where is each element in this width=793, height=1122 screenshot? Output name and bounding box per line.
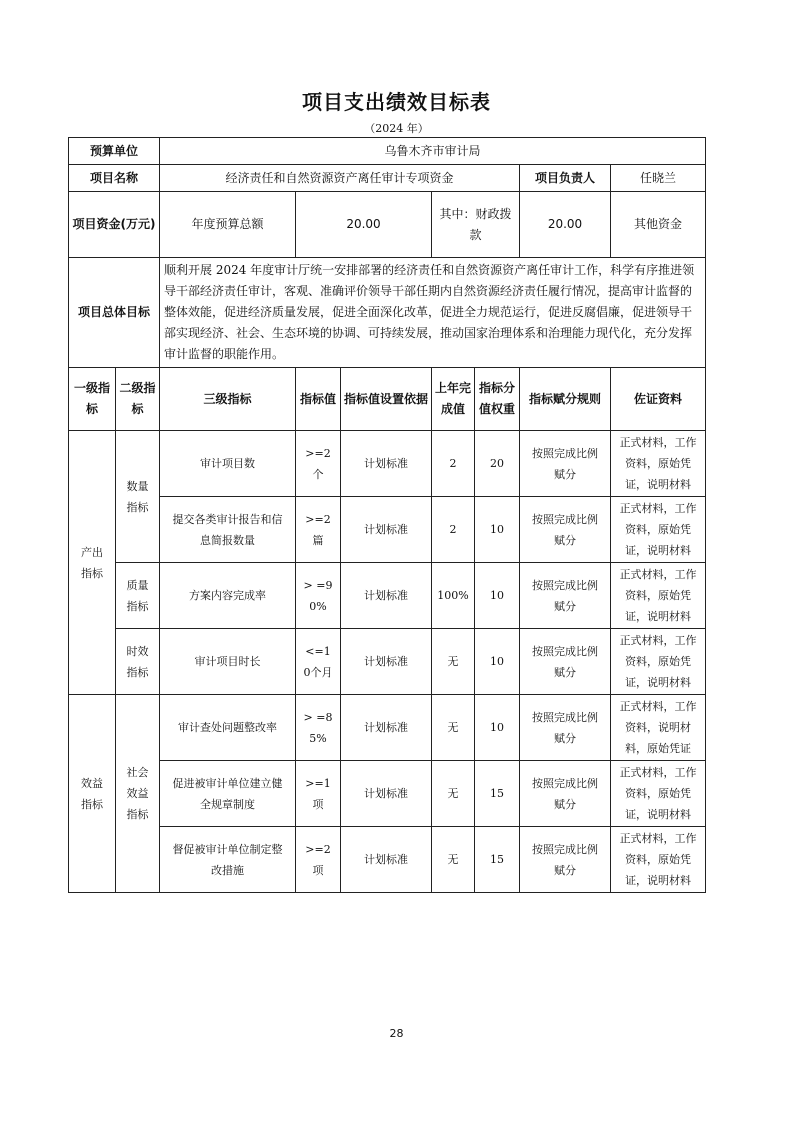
project-funds-label: 项目资金(万元) [69,192,160,258]
annual-total-value: 20.00 [296,192,432,258]
rule-cell: 按照完成比例赋分 [520,497,611,563]
value-cell: > =85% [296,695,341,761]
last-year-cell: 2 [432,431,475,497]
basis-cell: 计划标准 [341,629,432,695]
weight-cell: 15 [475,761,520,827]
rule-cell: 按照完成比例赋分 [520,761,611,827]
value-cell: > =90% [296,563,341,629]
performance-table [68,137,706,893]
level1-cell: 产出指标 [69,431,116,695]
page-title: 项目支出绩效目标表 [302,90,491,114]
project-leader-label: 项目负责人 [520,165,611,192]
year-label: （2024 年） [364,122,429,135]
overall-goal-text: 顺利开展 2024 年度审计厅统一安排部署的经济责任和自然资源资产离任审计工作，科学有序推进领导干部经济责任审计，客观、准确评价领导干部任期内自然资源经济责任履行情况，提高审计监督的整体效能，促进经济质量发展，促进全面深化改革，促进全力规范运行，促进反腐倡廉，促进领导干部实现经济、社会、生态环境的协调、可持续发展，推动国家治理体系和治理能力现代化，充分发挥审计监督的职能作用。 [160,258,706,368]
weight-cell: 10 [475,695,520,761]
table-row [69,563,706,629]
evidence-cell: 正式材料，工作资料，原始凭证，说明材料 [611,497,706,563]
rule-cell: 按照完成比例赋分 [520,563,611,629]
evidence-cell: 正式材料，工作资料，原始凭证，说明材料 [611,629,706,695]
basis-cell: 计划标准 [341,695,432,761]
level3-cell: 促进被审计单位建立健全规章制度 [160,761,296,827]
page-number: 28 [389,1027,404,1040]
evidence-cell: 正式材料，工作资料，说明材料，原始凭证 [611,695,706,761]
last-year-cell: 无 [432,827,475,893]
rule-cell: 按照完成比例赋分 [520,695,611,761]
table-row [69,629,706,695]
level1-header: 一级指标 [69,368,116,431]
evidence-cell: 正式材料，工作资料，原始凭证，说明材料 [611,761,706,827]
value-cell: >=1项 [296,761,341,827]
rule-cell: 按照完成比例赋分 [520,431,611,497]
project-name-label: 项目名称 [69,165,160,192]
level1-cell: 效益指标 [69,695,116,893]
last-year-cell: 2 [432,497,475,563]
annual-total-label: 年度预算总额 [160,192,296,258]
basis-header: 指标值设置依据 [341,368,432,431]
weight-cell: 10 [475,563,520,629]
fiscal-label: 其中：财政拨款 [432,192,520,258]
project-name-value: 经济责任和自然资源资产离任审计专项资金 [160,165,520,192]
value-cell: >=2项 [296,827,341,893]
table-row [69,695,706,761]
value-cell: >=2个 [296,431,341,497]
last-year-cell: 无 [432,761,475,827]
level3-cell: 督促被审计单位制定整改措施 [160,827,296,893]
evidence-cell: 正式材料，工作资料，原始凭证，说明材料 [611,827,706,893]
level2-cell: 社会效益指标 [116,695,160,893]
table-row [69,497,706,563]
rule-cell: 按照完成比例赋分 [520,827,611,893]
project-leader-value: 任晓兰 [611,165,706,192]
rule-cell: 按照完成比例赋分 [520,629,611,695]
basis-cell: 计划标准 [341,431,432,497]
level3-cell: 提交各类审计报告和信息简报数量 [160,497,296,563]
basis-cell: 计划标准 [341,827,432,893]
evidence-header: 佐证资料 [611,368,706,431]
weight-cell: 10 [475,497,520,563]
rule-header: 指标赋分规则 [520,368,611,431]
basis-cell: 计划标准 [341,563,432,629]
level2-cell: 质量指标 [116,563,160,629]
level3-header: 三级指标 [160,368,296,431]
last-year-cell: 100% [432,563,475,629]
overall-goal-label: 项目总体目标 [69,258,160,368]
level2-cell: 数量指标 [116,431,160,563]
table-row [69,761,706,827]
value-cell: <=10个月 [296,629,341,695]
level3-cell: 方案内容完成率 [160,563,296,629]
last-year-cell: 无 [432,695,475,761]
level2-header: 二级指标 [116,368,160,431]
table-row [69,827,706,893]
weight-cell: 15 [475,827,520,893]
level2-cell: 时效指标 [116,629,160,695]
budget-unit-value: 乌鲁木齐市审计局 [160,138,706,165]
level3-cell: 审计查处问题整改率 [160,695,296,761]
basis-cell: 计划标准 [341,761,432,827]
evidence-cell: 正式材料，工作资料，原始凭证，说明材料 [611,563,706,629]
weight-cell: 10 [475,629,520,695]
last-year-header: 上年完成值 [432,368,475,431]
budget-unit-label: 预算单位 [69,138,160,165]
last-year-cell: 无 [432,629,475,695]
basis-cell: 计划标准 [341,497,432,563]
level3-cell: 审计项目数 [160,431,296,497]
weight-header: 指标分值权重 [475,368,520,431]
evidence-cell: 正式材料，工作资料，原始凭证，说明材料 [611,431,706,497]
value-cell: >=2篇 [296,497,341,563]
weight-cell: 20 [475,431,520,497]
fiscal-value: 20.00 [520,192,611,258]
value-header: 指标值 [296,368,341,431]
level3-cell: 审计项目时长 [160,629,296,695]
table-row [69,431,706,497]
other-funds-label: 其他资金 [611,192,706,258]
